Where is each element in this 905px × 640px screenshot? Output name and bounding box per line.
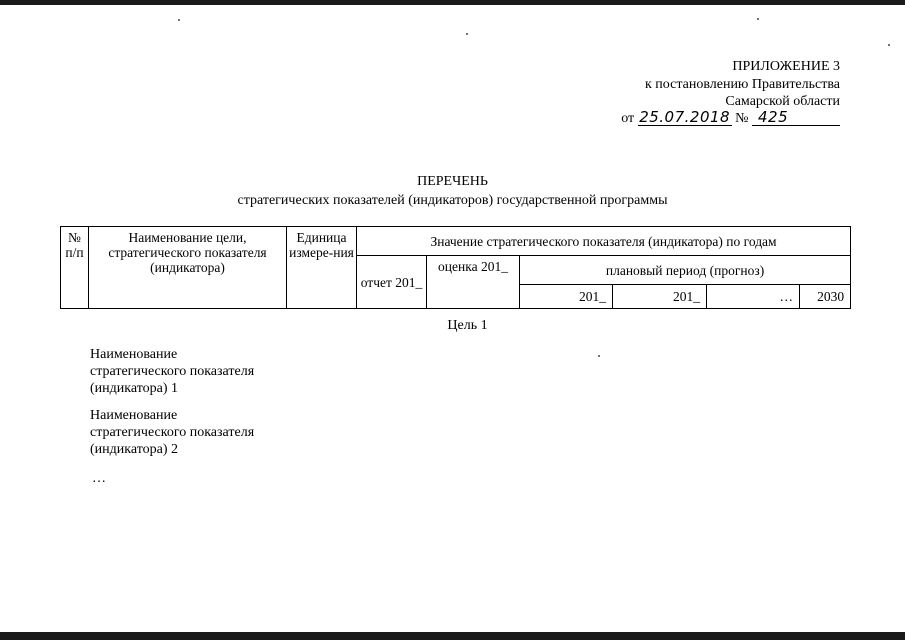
scan-bottom-border — [0, 632, 905, 640]
document-subtitle: стратегических показателей (индикаторов) государственной программы — [237, 193, 668, 208]
continuation-ellipsis: … — [92, 471, 106, 486]
indicator-text-line: стратегического показателя — [90, 364, 255, 379]
appendix-block — [560, 58, 840, 127]
indicator-text-line: Наименование — [90, 347, 178, 362]
number-label: № — [735, 111, 749, 126]
header-report: отчет 201_ — [357, 256, 427, 309]
indicator-item — [90, 407, 310, 458]
handwritten-date: 25.07.2018 — [639, 108, 731, 126]
appendix-title: ПРИЛОЖЕНИЕ 3 — [732, 59, 840, 74]
plan-year-cell: 201_ — [520, 285, 613, 309]
header-plan-period: плановый период (прогноз) — [520, 256, 851, 285]
scan-top-border — [0, 0, 905, 5]
handwritten-number: 425 — [752, 110, 840, 126]
appendix-line-1: к постановлению Правительства — [644, 77, 840, 92]
scan-speck — [757, 18, 759, 20]
header-values-by-year: Значение стратегического показателя (индикатора) по годам — [357, 227, 851, 256]
plan-year-cell: 201_ — [613, 285, 707, 309]
scan-speck — [598, 355, 600, 357]
plan-year-cell: … — [707, 285, 800, 309]
appendix-date-number-row — [560, 110, 840, 127]
indicator-text-line: (индикатора) 1 — [90, 381, 179, 396]
appendix-line-2: Самарской области — [725, 94, 840, 109]
header-estimate: оценка 201_ — [427, 256, 520, 309]
indicator-text-line: Наименование — [90, 408, 178, 423]
from-label: от — [621, 111, 635, 126]
scan-speck — [888, 44, 890, 46]
plan-year-cell: 2030 — [800, 285, 851, 309]
header-name: Наименование цели, стратегического показателя (индикатора) — [89, 227, 287, 309]
document-title: ПЕРЕЧЕНЬ — [417, 174, 488, 189]
indicator-text-line: (индикатора) 2 — [90, 442, 179, 457]
indicator-item — [90, 346, 310, 397]
goal-label: Цель 1 — [447, 318, 488, 333]
indicator-text-line: стратегического показателя — [90, 425, 255, 440]
scan-speck — [466, 33, 468, 35]
header-unit: Единица измере-ния — [287, 227, 357, 309]
indicators-table — [60, 226, 851, 309]
scan-speck — [178, 19, 180, 21]
header-number: № п/п — [61, 227, 89, 309]
